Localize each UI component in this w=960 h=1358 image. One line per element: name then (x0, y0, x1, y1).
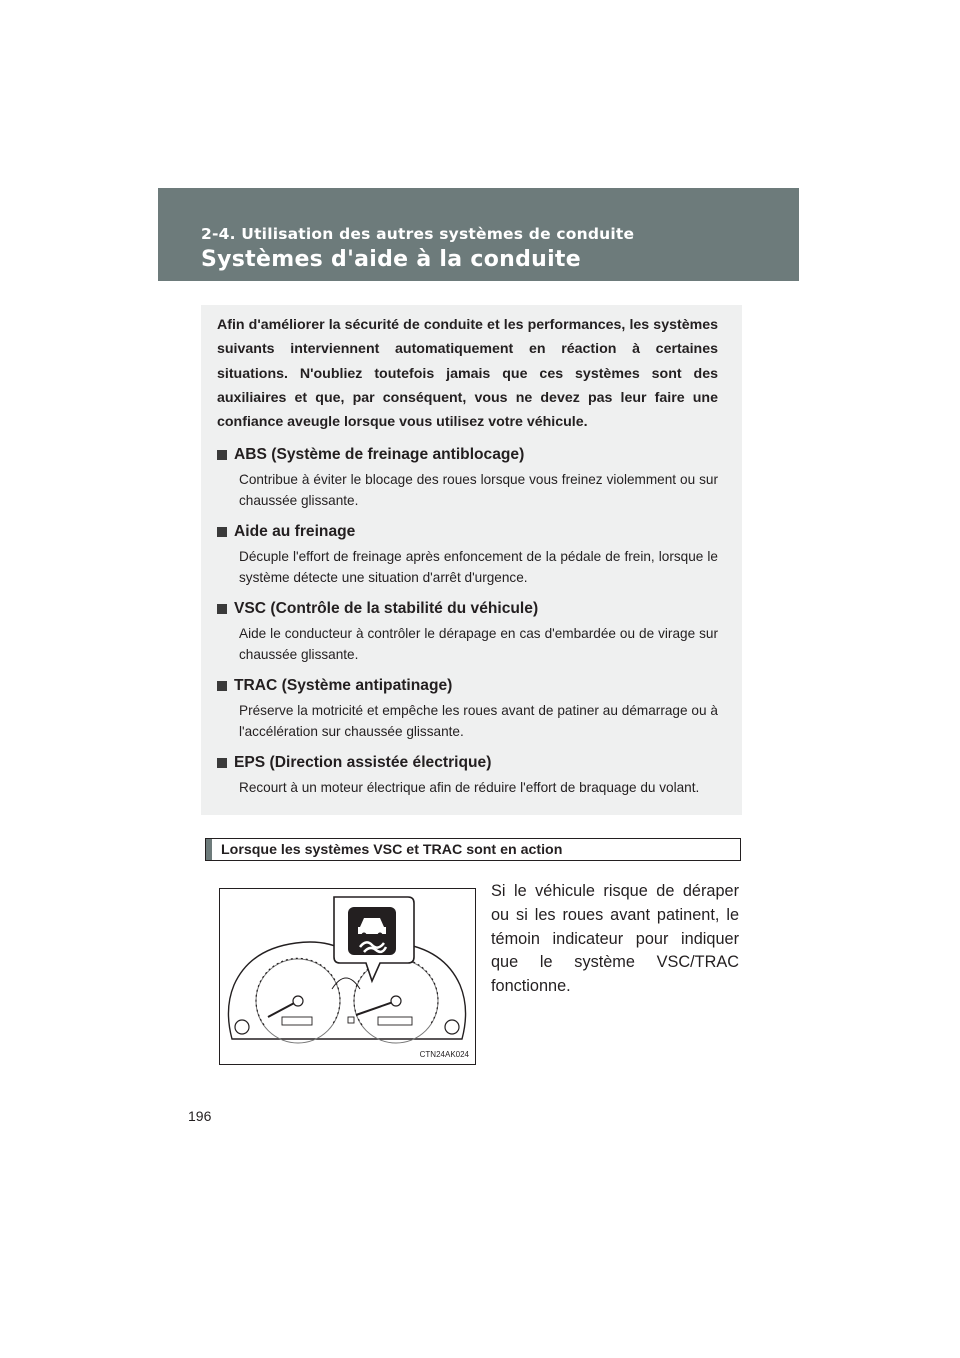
feature-title: VSC (Contrôle de la stabilité du véhicule) (234, 600, 539, 618)
page-title: Systèmes d'aide à la conduite (201, 247, 581, 272)
section-label: 2-4. Utilisation des autres systèmes de conduite (201, 225, 635, 243)
square-bullet-icon (217, 527, 227, 537)
feature-title: ABS (Système de freinage antiblocage) (234, 446, 525, 464)
feature-abs (217, 444, 718, 511)
feature-description: Préserve la motricité et empêche les roues avant de patiner au démarrage ou à l'accélération sur chaussée glissante. (239, 703, 718, 739)
page-number: 196 (188, 1108, 212, 1124)
feature-title: EPS (Direction assistée électrique) (234, 754, 492, 772)
feature-title: TRAC (Système antipatinage) (234, 677, 453, 695)
feature-vsc (217, 598, 718, 665)
feature-description: Contribue à éviter le blocage des roues lorsque vous freinez violemment ou sur chaussée glissante. (239, 472, 718, 508)
square-bullet-icon (217, 758, 227, 768)
square-bullet-icon (217, 604, 227, 614)
feature-description: Décuple l'effort de freinage après enfoncement de la pédale de frein, lorsque le système détecte une situation d'arrêt d'urgence. (239, 549, 718, 585)
feature-trac (217, 675, 718, 742)
feature-eps (217, 752, 718, 799)
instrument-cluster-figure (219, 888, 476, 1065)
figure-code: CTN24AK024 (419, 1050, 469, 1059)
section-header (158, 188, 799, 281)
info-box (201, 305, 742, 815)
square-bullet-icon (217, 450, 227, 460)
feature-brake-assist (217, 521, 718, 588)
intro-paragraph: Afin d'améliorer la sécurité de conduite et les performances, les systèmes suivants interviennent automatiquement en réaction à certaines situations. N'oubliez toutefois jamais que ces systèmes sont des auxiliaires et que, par conséquent, vous ne devez pas leur faire une confiance aveugle lorsque vous utilisez votre véhicule. (217, 317, 718, 431)
instrument-cluster-icon (220, 889, 475, 1064)
feature-title: Aide au freinage (234, 523, 356, 541)
square-bullet-icon (217, 681, 227, 691)
subsection-label: Lorsque les systèmes VSC et TRAC sont en action (221, 841, 563, 858)
subsection-heading (205, 838, 741, 861)
feature-description: Recourt à un moteur électrique afin de réduire l'effort de braquage du volant. (239, 780, 700, 796)
figure-description: Si le véhicule risque de déraper ou si les roues avant patinent, le témoin indicateur pour indiquer que le système VSC/TRAC fonctionne. (491, 882, 739, 996)
feature-description: Aide le conducteur à contrôler le dérapage en cas d'embardée ou de virage sur chaussée glissante. (239, 626, 718, 662)
heading-accent (206, 839, 212, 860)
